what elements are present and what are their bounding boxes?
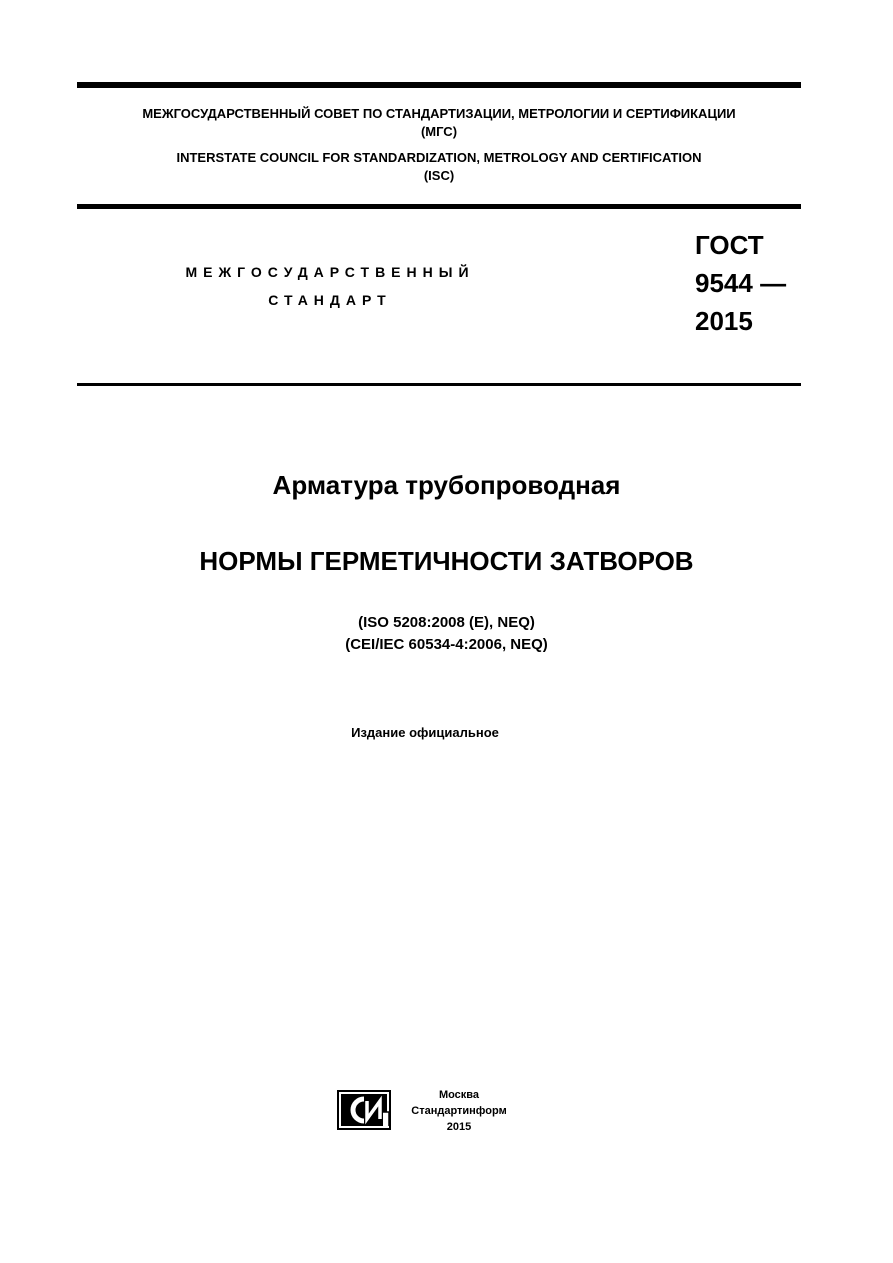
publisher-info xyxy=(396,1087,522,1135)
publisher-city: Москва xyxy=(438,1089,480,1101)
council-ru-abbr: (МГС) xyxy=(420,124,458,139)
document-title: Арматура трубопроводная xyxy=(272,470,621,500)
council-en-name: INTERSTATE COUNCIL FOR STANDARDIZATION, METROLOGY AND CERTIFICATION xyxy=(176,150,702,165)
designation-prefix: ГОСТ xyxy=(695,230,764,260)
bottom-divider xyxy=(77,383,801,386)
council-en-abbr: (ISC) xyxy=(423,168,455,183)
standard-type-line1: МЕЖГОСУДАРСТВЕННЫЙ xyxy=(185,264,475,280)
standard-type-line2: СТАНДАРТ xyxy=(268,292,392,308)
reference-iec: (CEI/IEC 60534-4:2006, NEQ) xyxy=(345,636,548,653)
standard-type xyxy=(160,258,500,314)
middle-divider xyxy=(77,204,801,209)
reference-iso: (ISO 5208:2008 (E), NEQ) xyxy=(358,614,535,631)
international-references xyxy=(0,612,893,656)
council-header xyxy=(77,105,801,185)
publisher-name: Стандартинформ xyxy=(411,1105,507,1117)
designation-year: 2015 xyxy=(695,306,753,336)
edition-label: Издание официальное xyxy=(351,725,499,740)
standard-designation xyxy=(695,226,786,340)
standartinform-logo-icon xyxy=(337,1090,391,1130)
document-subtitle: НОРМЫ ГЕРМЕТИЧНОСТИ ЗАТВОРОВ xyxy=(199,546,694,576)
council-ru-name: МЕЖГОСУДАРСТВЕННЫЙ СОВЕТ ПО СТАНДАРТИЗАЦИИ, МЕТРОЛОГИИ И СЕРТИФИКАЦИИ xyxy=(142,106,736,121)
publisher-year: 2015 xyxy=(446,1121,472,1133)
top-divider xyxy=(77,82,801,88)
designation-number: 9544 — xyxy=(695,268,787,298)
